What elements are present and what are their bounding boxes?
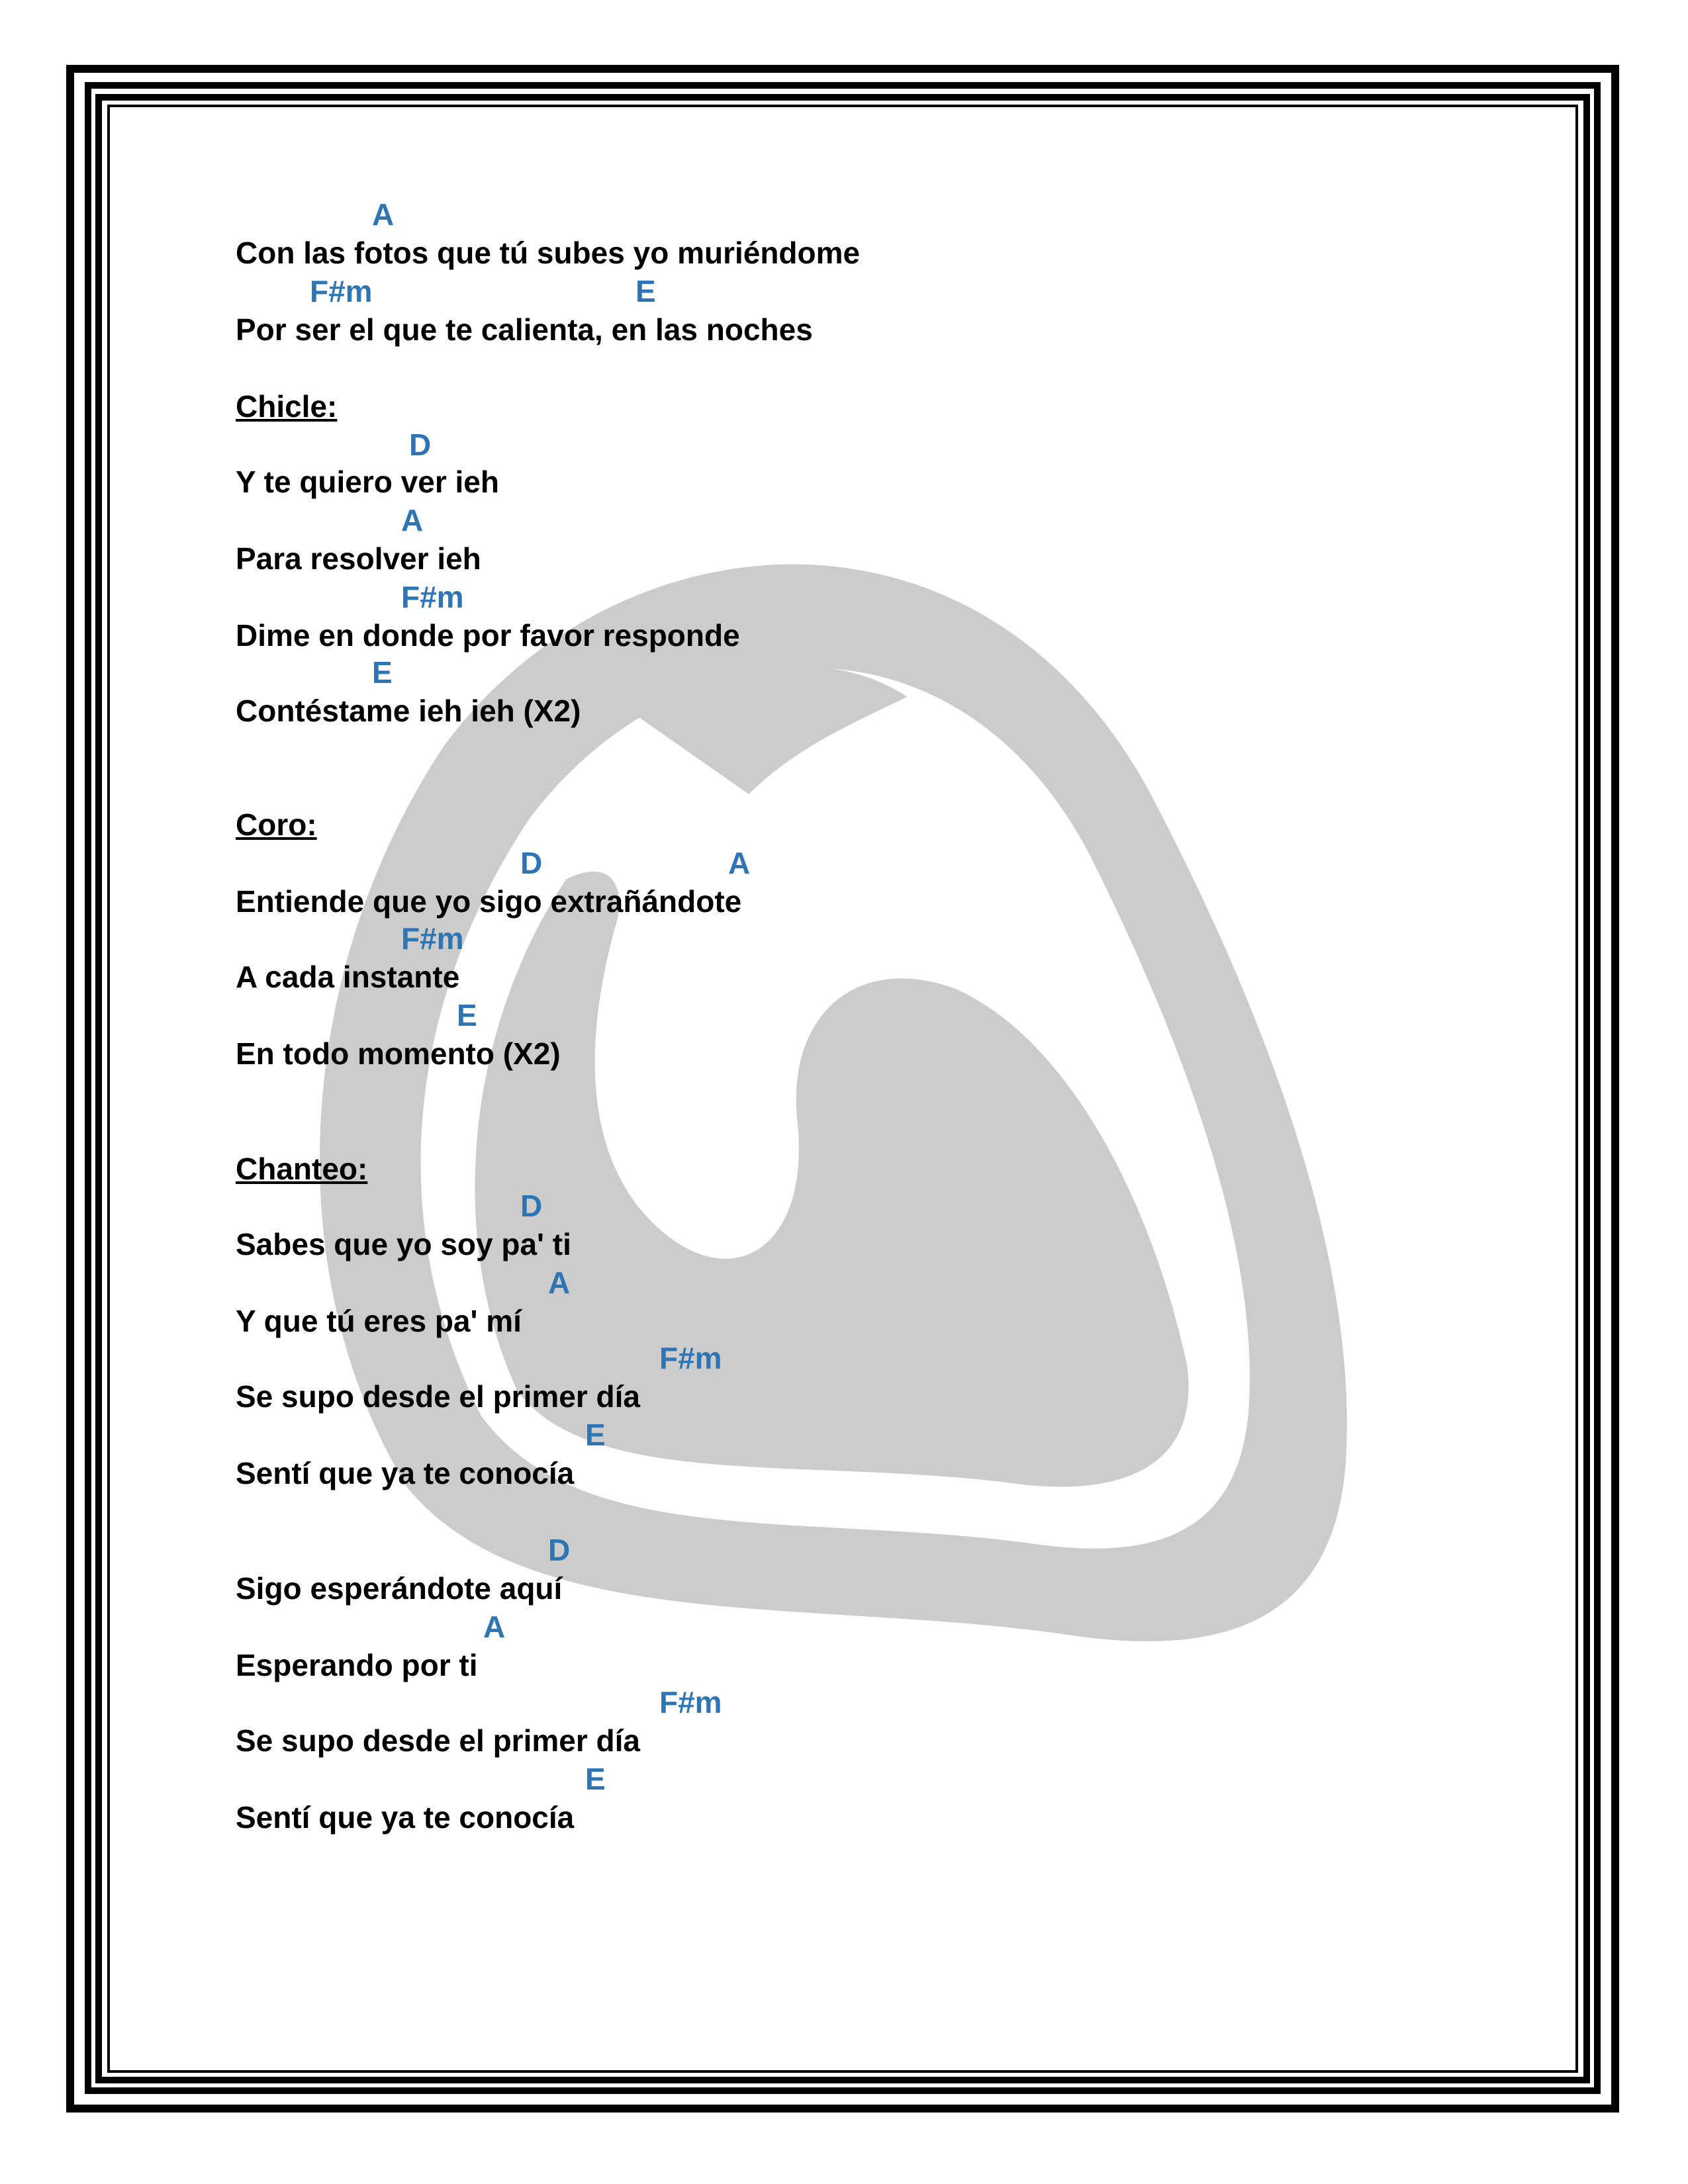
lyric-line: Con las fotos que tú subes yo muriéndome [236, 236, 861, 270]
chord-label: A [548, 1265, 571, 1300]
chord-label: F#m [659, 1685, 722, 1719]
chord-label: E [585, 1762, 606, 1796]
lyric-line: Se supo desde el primer día [236, 1379, 640, 1414]
chord-label: D [520, 1189, 543, 1223]
chord-label: F#m [401, 921, 464, 956]
lyric-line: Por ser el que te calienta, en las noches [236, 312, 813, 347]
section-heading: Chicle: [236, 389, 338, 424]
lyric-line: Sabes que yo soy pa' ti [236, 1227, 571, 1261]
chord-label: A [372, 197, 395, 232]
chord-label: A [483, 1610, 506, 1644]
lyric-line: Se supo desde el primer día [236, 1723, 640, 1758]
section-heading: Chanteo: [236, 1152, 368, 1186]
chord-label: D [409, 428, 432, 462]
chord-label: E [372, 655, 393, 690]
lyric-line: Contéstame ieh ieh (X2) [236, 694, 581, 728]
chord-label: E [585, 1418, 606, 1452]
lyric-line: Dime en donde por favor responde [236, 618, 740, 653]
chord-label: F#m [310, 274, 373, 308]
lyric-line: Para resolver ieh [236, 541, 481, 576]
lyric-line: Sentí que ya te conocía [236, 1456, 575, 1490]
lyric-line: Sigo esperándote aquí [236, 1571, 563, 1606]
section-heading: Coro: [236, 807, 317, 842]
chord-label: E [457, 998, 477, 1032]
lyric-line: En todo momento (X2) [236, 1036, 561, 1071]
lyric-line: Sentí que ya te conocía [236, 1800, 575, 1835]
chord-label: D [548, 1533, 571, 1567]
chord-label: D [520, 846, 543, 880]
lyric-line: Y te quiero ver ieh [236, 465, 499, 499]
lyric-line: Esperando por ti [236, 1648, 478, 1682]
lyric-line: Entiende que yo sigo extrañándote [236, 884, 742, 919]
chord-label: F#m [659, 1341, 722, 1375]
chord-label: E [635, 274, 656, 308]
lyric-line: A cada instante [236, 960, 460, 994]
chord-label: A [728, 846, 751, 880]
chord-label: F#m [401, 580, 464, 614]
chord-label: A [401, 503, 424, 537]
lyric-line: Y que tú eres pa' mí [236, 1304, 522, 1338]
